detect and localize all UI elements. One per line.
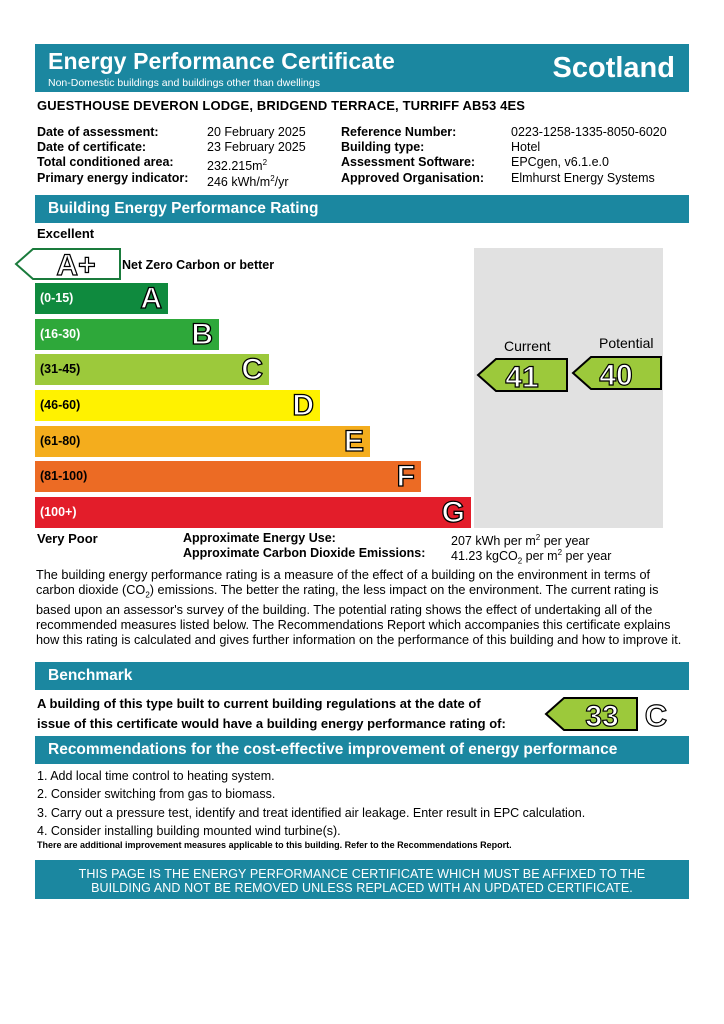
band-letter: D	[292, 389, 314, 422]
band-range: (61-80)	[40, 434, 81, 448]
band-letter: C	[241, 353, 263, 386]
band-letter: F	[396, 460, 415, 493]
band-letter: E	[343, 425, 364, 458]
recommendations-title: Recommendations for the cost-effective improvement of energy performance	[48, 741, 618, 758]
detail-assessment-date-label: Date of assessment:	[37, 125, 159, 139]
detail-organisation-label: Approved Organisation:	[341, 171, 485, 185]
benchmark-letter: C	[644, 698, 668, 731]
list-item: 3. Carry out a pressure test, identify and treat identified air leakage. Enter result in EPC calculation.	[37, 805, 586, 820]
country-label: Scotland	[552, 52, 675, 84]
rating-band-f	[35, 461, 421, 492]
aplus-arrow	[14, 247, 124, 281]
detail-assessment-date-value: 20 February 2025	[207, 125, 306, 139]
current-rating-arrow	[476, 357, 570, 393]
rating-description: The building energy performance rating is a measure of the effect of a building on the environment in terms of carbon dioxide $(CO_2)$ emissions. The better the rating, the less impact on the environment. The current rating is based upon an assessor's survey of the building. The potential rating shows the effect of undertaking all of the recommended measures listed below. The Recommendations Report which accompanies this certificate explains how this rating is calculated and gives further information on the performance of this building and how to improve it.	[36, 568, 682, 647]
energy-use-value: 207 kWh per $m^2$ per year	[451, 533, 590, 549]
detail-primary-energy-label: Primary energy indicator:	[37, 171, 189, 185]
band-letter: B	[191, 318, 213, 351]
detail-primary-energy-value: 246 kWh/$m^2/yr$	[207, 174, 289, 190]
band-range: (31-45)	[40, 362, 81, 376]
benchmark-section-header	[35, 662, 689, 690]
rating-band-g	[35, 497, 471, 528]
band-range: (81-100)	[40, 469, 88, 483]
very-poor-label: Very Poor	[37, 531, 98, 546]
rating-band-b	[35, 319, 219, 350]
certificate-footer	[35, 860, 689, 899]
band-range: (16-30)	[40, 327, 81, 341]
potential-rating-value: 40	[599, 359, 633, 391]
potential-rating-label: Potential	[599, 335, 654, 351]
recommendations-note: There are additional improvement measures applicable to this building. Refer to the Recommendations Report.	[37, 840, 512, 850]
detail-building-type-value: Hotel	[511, 140, 541, 154]
rating-band-d	[35, 390, 320, 421]
net-zero-label: Net Zero Carbon or better	[122, 258, 275, 272]
potential-rating-arrow	[571, 355, 664, 391]
list-item: 4. Consider installing building mounted wind turbine(s).	[37, 823, 341, 838]
footer-notice: THIS PAGE IS THE ENERGY PERFORMANCE CERTIFICATE WHICH MUST BE AFFIXED TO THE BUILDING AND NOT BE REMOVED UNLESS REPLACED WITH AN UPDATED CERTIFICATE.	[78, 867, 646, 895]
benchmark-text: A building of this type built to current building regulations at the date of issue of this certificate would have a building energy performance rating of:	[37, 696, 506, 731]
certificate-title: Energy Performance Certificate	[48, 48, 395, 74]
co2-emissions-label: Approximate Carbon Dioxide Emissions:	[183, 546, 426, 560]
rating-section-title: Building Energy Performance Rating	[48, 200, 319, 217]
benchmark-rating-arrow	[544, 696, 640, 732]
detail-building-type-label: Building type:	[341, 140, 425, 154]
benchmark-title: Benchmark	[48, 667, 133, 684]
excellent-label: Excellent	[37, 226, 95, 241]
band-letter: G	[441, 496, 465, 529]
co2-emissions-value: 41.23 kgCO$_2$ per $m^2$ per year	[451, 548, 612, 566]
detail-area-label: Total conditioned area:	[37, 155, 174, 169]
current-rating-value: 41	[505, 361, 539, 393]
energy-use-label: Approximate Energy Use:	[183, 531, 336, 545]
benchmark-band-letter	[641, 697, 671, 731]
recommendations-section-header	[35, 736, 689, 764]
detail-certificate-date-value: 23 February 2025	[207, 140, 306, 154]
detail-reference-label: Reference Number:	[341, 125, 457, 139]
list-item: 1. Add local time control to heating system.	[37, 769, 275, 783]
certificate-subtitle: Non-Domestic buildings and buildings other than dwellings	[48, 77, 320, 89]
list-item: 2. Consider switching from gas to biomass.	[37, 787, 276, 802]
band-range: (100+)	[40, 505, 77, 519]
certificate-header	[35, 44, 689, 92]
detail-software-label: Assessment Software:	[341, 155, 476, 169]
detail-certificate-date-label: Date of certificate:	[37, 140, 147, 154]
rating-band-c	[35, 354, 269, 385]
detail-organisation-value: Elmhurst Energy Systems	[511, 171, 655, 185]
recommendations-list	[37, 767, 585, 840]
detail-area-value: $232.215m^2$	[207, 158, 268, 174]
rating-band-a	[35, 283, 168, 314]
building-address: GUESTHOUSE DEVERON LODGE, BRIDGEND TERRACE, TURRIFF AB53 4ES	[37, 98, 526, 113]
band-letter: A	[140, 282, 162, 315]
benchmark-value: 33	[585, 700, 619, 732]
rating-section-header	[35, 195, 689, 223]
band-range: (0-15)	[40, 291, 74, 305]
aplus-letter: A+	[56, 249, 96, 281]
detail-reference-value: 0223-1258-1335-8050-6020	[511, 125, 667, 139]
band-range: (46-60)	[40, 398, 81, 412]
detail-software-value: EPCgen, v6.1.e.0	[511, 155, 609, 169]
current-rating-label: Current	[504, 338, 551, 354]
rating-band-e	[35, 426, 370, 457]
